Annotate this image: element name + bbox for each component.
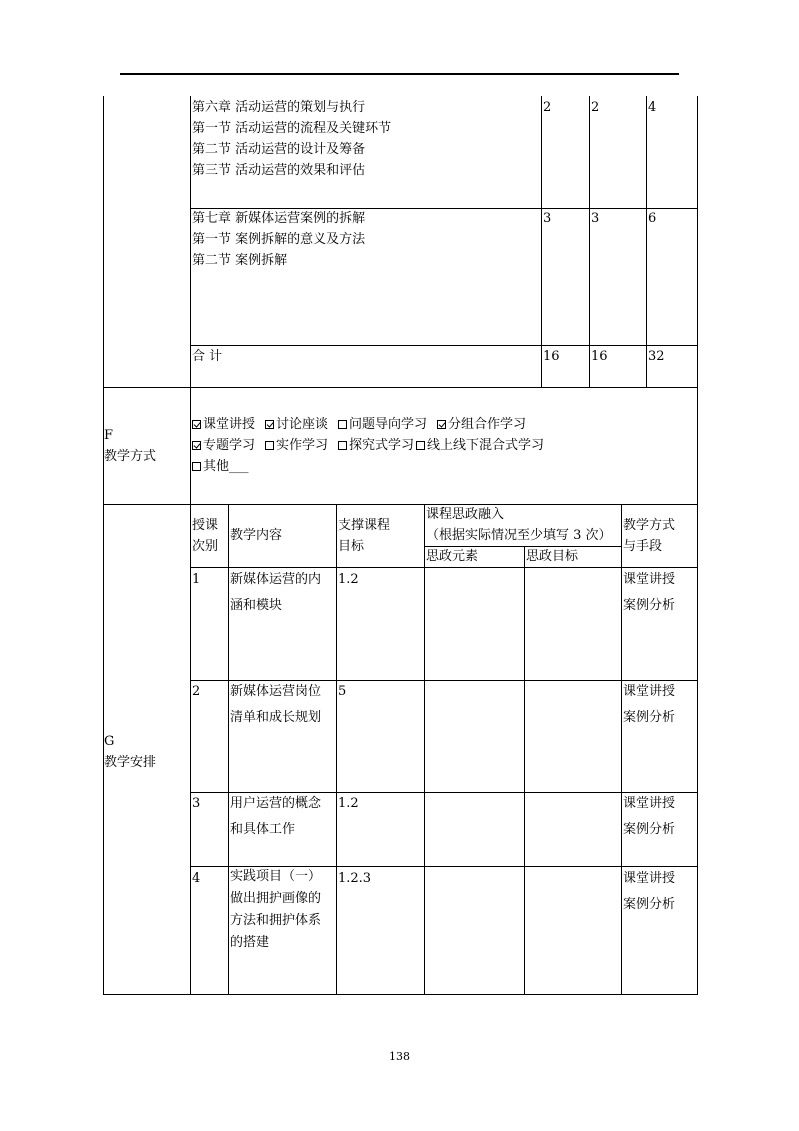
option-other[interactable]: 其他___ (192, 456, 249, 477)
section-code: F (104, 428, 114, 443)
methods-row-3 (192, 456, 554, 477)
hours-lecture: 2 (543, 100, 552, 115)
section-title: 教学安排 (104, 755, 157, 770)
checkbox-checked-icon[interactable] (192, 441, 201, 450)
chapter-title: 第七章 新媒体运营案例的拆解 (192, 211, 366, 226)
header-rule (120, 73, 679, 75)
section-line: 第二节 案例拆解 (192, 253, 288, 268)
section-line: 第一节 案例拆解的意义及方法 (192, 232, 366, 247)
row-number: 4 (192, 871, 201, 886)
checkbox-empty-icon[interactable] (338, 420, 347, 429)
row-number: 2 (192, 684, 201, 699)
checkbox-empty-icon[interactable] (338, 441, 347, 450)
methods-row-2 (192, 435, 554, 456)
row-goal: 1.2 (338, 796, 359, 811)
row-method: 课堂讲授 案例分析 (623, 572, 676, 613)
total-label: 合 计 (192, 349, 223, 364)
option-inquiry[interactable]: 探究式学习 (338, 435, 414, 456)
checkbox-empty-icon[interactable] (416, 441, 425, 450)
row-method: 课堂讲授 案例分析 (623, 871, 676, 912)
section-code: G (104, 734, 115, 749)
header-element: 思政元素 (426, 549, 479, 564)
checkbox-empty-icon[interactable] (192, 462, 201, 471)
methods-row-1 (192, 414, 554, 435)
header-ideology-goal: 思政目标 (526, 549, 579, 564)
section-line: 第二节 活动运营的设计及筹备 (192, 142, 366, 157)
hours-practice: 2 (591, 100, 600, 115)
section-f-label (104, 425, 156, 467)
checkbox-empty-icon[interactable] (265, 441, 274, 450)
chapter-6-content (192, 97, 391, 181)
total-lecture: 16 (543, 349, 560, 364)
total-practice: 16 (591, 349, 608, 364)
row-content: 用户运营的概念 和具体工作 (230, 796, 322, 837)
checkbox-checked-icon[interactable] (265, 420, 274, 429)
header-method: 教学方式 与手段 (623, 518, 676, 554)
chapter-7-content (192, 208, 365, 271)
hours-lecture: 3 (543, 211, 552, 226)
checkbox-checked-icon[interactable] (192, 420, 201, 429)
hours-total: 6 (648, 211, 657, 226)
row-number: 1 (192, 572, 201, 587)
row-method: 课堂讲授 案例分析 (623, 684, 676, 725)
row-goal: 1.2.3 (338, 871, 372, 886)
chapter-title: 第六章 活动运营的策划与执行 (192, 100, 366, 115)
section-line: 第三节 活动运营的效果和评估 (192, 163, 366, 178)
row-content: 实践项目（一） 做出拥护画像的 方法和拥护体系 的搭建 (230, 869, 322, 950)
row-goal: 1.2 (338, 572, 359, 587)
checkbox-checked-icon[interactable] (437, 420, 446, 429)
option-topic-study[interactable]: 专题学习 (192, 435, 255, 456)
section-title: 教学方式 (104, 449, 157, 464)
row-goal: 5 (338, 684, 347, 699)
section-g-label (104, 731, 156, 773)
hours-total: 4 (648, 100, 657, 115)
total-hours: 32 (648, 349, 665, 364)
option-problem-based[interactable]: 问题导向学习 (338, 414, 427, 435)
row-content: 新媒体运营的内 涵和模块 (230, 572, 322, 613)
header-category: 授课 次别 (192, 518, 219, 554)
option-blended[interactable]: 线上线下混合式学习 (416, 435, 544, 456)
row-content: 新媒体运营岗位 清单和成长规划 (230, 684, 322, 725)
row-number: 3 (192, 796, 201, 811)
row-method: 课堂讲授 案例分析 (623, 796, 676, 837)
header-content: 教学内容 (230, 528, 283, 543)
section-line: 第一节 活动运营的流程及关键环节 (192, 121, 392, 136)
option-group-work[interactable]: 分组合作学习 (437, 414, 526, 435)
option-lecture[interactable]: 课堂讲授 (192, 414, 255, 435)
option-discussion[interactable]: 讨论座谈 (265, 414, 328, 435)
page-number: 138 (389, 1050, 410, 1063)
header-goal: 支撑课程 目标 (338, 518, 391, 554)
option-practical[interactable]: 实作学习 (265, 435, 328, 456)
header-ideology: 课程思政融入 （根据实际情况至少填写 3 次） (426, 507, 612, 543)
hours-practice: 3 (591, 211, 600, 226)
teaching-methods (192, 414, 554, 477)
